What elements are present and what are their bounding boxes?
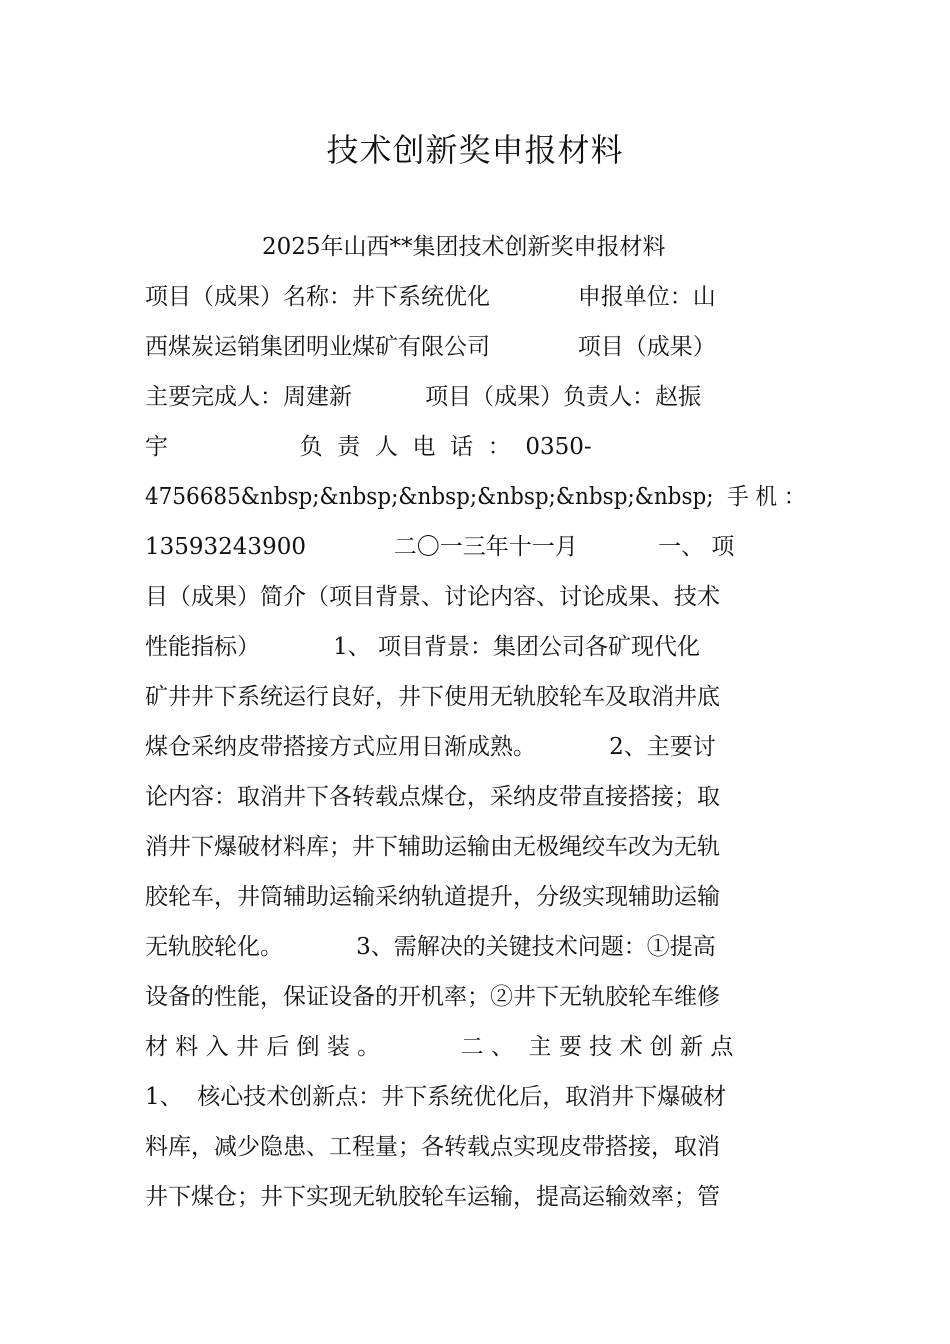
body-line-11: 煤仓采纳皮带搭接方式应用日渐成熟。 2、主要讨 xyxy=(145,734,716,760)
body-line-17: 材 料 入 井 后 倒 装 。 二 、 主 要 技 术 创 新 点 xyxy=(145,1034,734,1060)
body-line-9: 性能指标） 1、 项目背景：集团公司各矿现代化 xyxy=(145,634,701,660)
body-line-4: 主要完成人：周建新 项目（成果）负责人：赵振 xyxy=(145,384,702,410)
body-line-2: 项目（成果）名称：井下系统优化 申报单位：山 xyxy=(145,284,716,310)
body-line-12: 论内容：取消井下各转载点煤仓，采纳皮带直接搭接；取 xyxy=(145,784,720,810)
document-title: 技术创新奖申报材料 xyxy=(326,131,624,169)
body-line-13: 消井下爆破材料库；井下辅助运输由无极绳绞车改为无轨 xyxy=(145,834,720,860)
body-line-10: 矿井井下系统运行良好，井下使用无轨胶轮车及取消井底 xyxy=(145,684,720,710)
body-line-7: 13593243900 二〇一三年十一月 一、 项 xyxy=(145,534,735,560)
body-line-1: 2025年山西**集团技术创新奖申报材料 xyxy=(145,234,666,260)
body-line-20: 井下煤仓；井下实现无轨胶轮车运输，提高运输效率；管 xyxy=(145,1184,720,1210)
body-line-19: 料库，减少隐患、工程量；各转载点实现皮带搭接，取消 xyxy=(145,1134,720,1160)
body-line-18: 1、 核心技术创新点：井下系统优化后，取消井下爆破材 xyxy=(145,1084,727,1110)
body-line-6: 4756685&nbsp;&nbsp;&nbsp;&nbsp;&nbsp;&nbsp; 手 机 ： xyxy=(145,484,806,510)
body-line-8: 目（成果）简介（项目背景、讨论内容、讨论成果、技术 xyxy=(145,584,720,610)
body-line-15: 无轨胶轮化。 3、需解决的关键技术问题：①提高 xyxy=(145,934,716,960)
body-line-3: 西煤炭运销集团明业煤矿有限公司 项目（成果） xyxy=(145,334,716,360)
body-line-14: 胶轮车，井筒辅助运输采纳轨道提升，分级实现辅助运输 xyxy=(145,884,720,910)
body-line-5: 宇 负 责 人 电 话 ： 0350- xyxy=(145,434,592,460)
body-line-16: 设备的性能，保证设备的开机率；②井下无轨胶轮车维修 xyxy=(145,984,720,1010)
